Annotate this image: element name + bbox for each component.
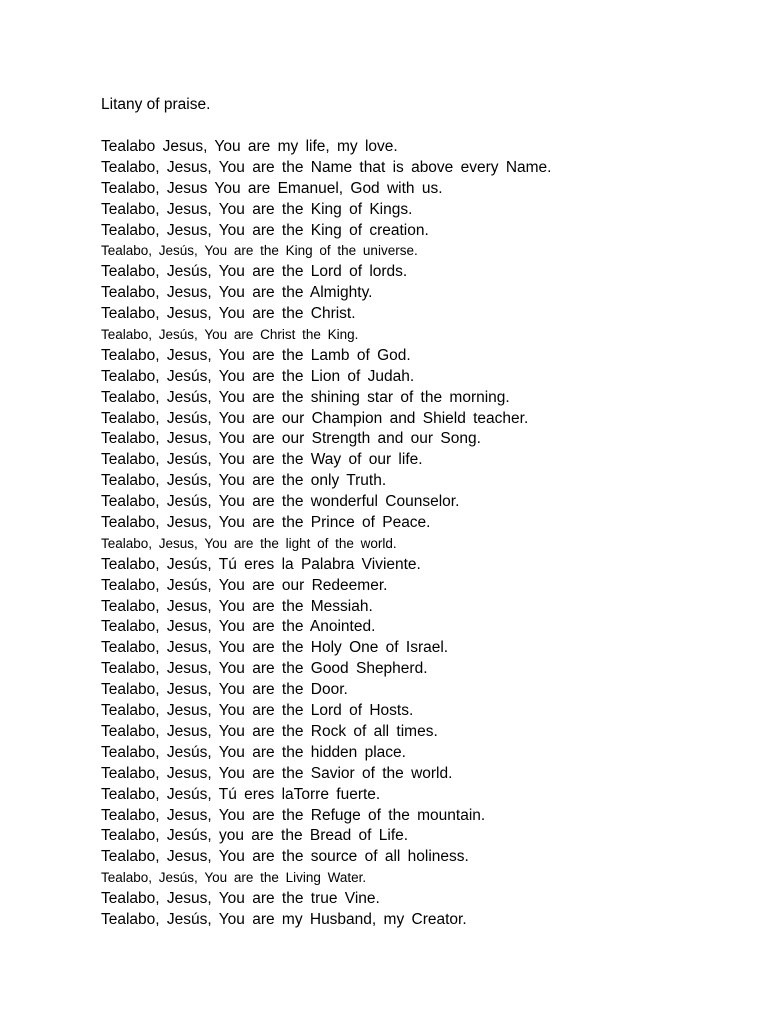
litany-line: Tealabo, Jesus, You are the Good Shepherd. — [101, 660, 428, 678]
litany-line: Tealabo, Jesus, You are the true Vine. — [101, 890, 380, 908]
litany-line: Tealabo, Jesus, You are the Lord of Hosts. — [101, 702, 414, 720]
litany-line: Tealabo, Jesús, you are the Bread of Life. — [101, 827, 409, 845]
litany-list — [101, 137, 551, 931]
litany-line: Tealabo, Jesús, You are the Lion of Judah. — [101, 367, 415, 385]
litany-line: Tealabo, Jesús, You are Christ the King. — [101, 327, 359, 343]
litany-line: Tealabo, Jesus, You are the Name that is above every Name. — [101, 158, 552, 176]
litany-line: Tealabo, Jesús, You are our Redeemer. — [101, 576, 388, 594]
litany-line: Tealabo, Jesus, You are the Rock of all times. — [101, 722, 438, 740]
litany-line: Tealabo, Jesus, You are the King of creation. — [101, 221, 429, 239]
litany-line: Tealabo, Jesús, You are our Champion and Shield teacher. — [101, 409, 529, 427]
litany-line: Tealabo, Jesús, You are the King of the universe. — [101, 243, 418, 259]
litany-line: Tealabo, Jesus, You are the Prince of Peace. — [101, 514, 431, 532]
litany-line: Tealabo, Jesus, You are the Messiah. — [101, 597, 373, 615]
litany-line: Tealabo, Jesus, You are the Refuge of the mountain. — [101, 806, 486, 824]
litany-line: Tealabo, Jesus, You are the Savior of the world. — [101, 764, 453, 782]
litany-line: Tealabo, Jesús, You are the only Truth. — [101, 472, 387, 490]
litany-line: Tealabo, Jesus, You are the Christ. — [101, 305, 356, 323]
litany-line: Tealabo, Jesús, You are my Husband, my Creator. — [101, 910, 467, 928]
litany-line: Tealabo, Jesús, You are the shining star of the morning. — [101, 388, 510, 406]
litany-line: Tealabo, Jesus, You are the Holy One of Israel. — [101, 639, 449, 657]
litany-line: Tealabo, Jesús, You are the wonderful Counselor. — [101, 493, 460, 511]
litany-line: Tealabo, Jesus, You are the Anointed. — [101, 618, 376, 636]
litany-line: Tealabo, Jesús, You are the Living Water. — [101, 870, 367, 886]
litany-line: Tealabo, Jesus, You are the King of Kings. — [101, 200, 413, 218]
litany-line: Tealabo, Jesus, You are the Almighty. — [101, 284, 373, 302]
litany-line: Tealabo, Jesus, You are our Strength and our Song. — [101, 430, 481, 448]
litany-line: Tealabo, Jesus You are Emanuel, God with us. — [101, 179, 443, 197]
litany-line: Tealabo Jesus, You are my life, my love. — [101, 138, 398, 155]
litany-line: Tealabo, Jesus, You are the Door. — [101, 681, 348, 699]
litany-line: Tealabo, Jesus, You are the light of the world. — [101, 535, 397, 551]
document-title: Litany of praise. — [101, 96, 211, 113]
litany-line: Tealabo, Jesus, You are the source of all holiness. — [101, 848, 469, 866]
litany-line: Tealabo, Jesús, You are the Way of our life. — [101, 451, 423, 469]
litany-line: Tealabo, Jesús, Tú eres la Palabra Viviente. — [101, 555, 421, 573]
litany-line: Tealabo, Jesús, You are the hidden place. — [101, 743, 406, 761]
litany-line: Tealabo, Jesus, You are the Lamb of God. — [101, 346, 411, 364]
litany-line: Tealabo, Jesús, Tú eres laTorre fuerte. — [101, 785, 381, 803]
litany-line: Tealabo, Jesús, You are the Lord of lords. — [101, 263, 408, 281]
